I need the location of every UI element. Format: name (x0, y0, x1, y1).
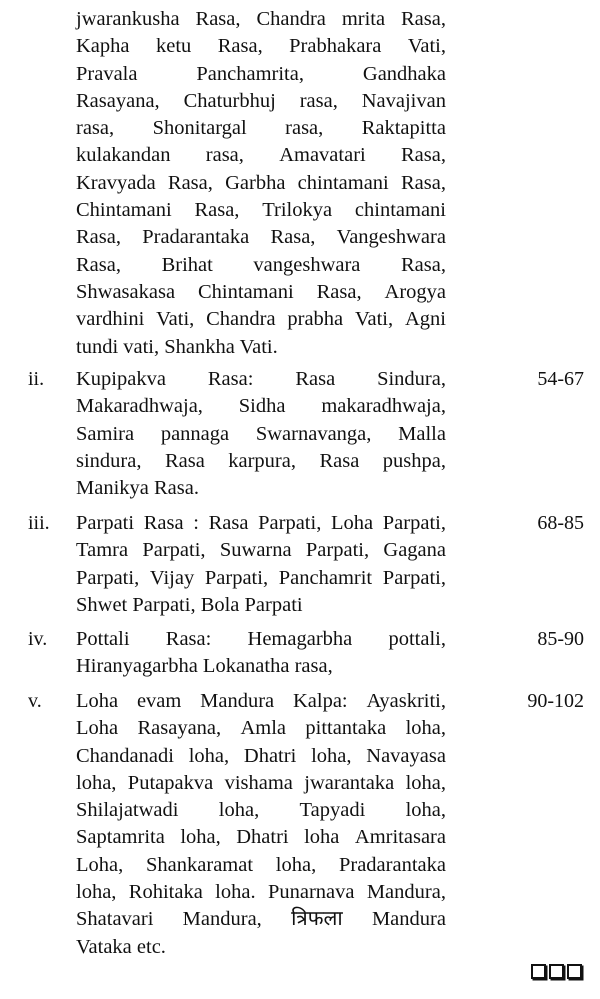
entry-line (76, 565, 446, 592)
entry-number: v. (28, 690, 42, 712)
word: Tamra (76, 539, 129, 562)
word: pannaga (160, 422, 230, 445)
entry-line (76, 6, 446, 33)
word: makaradhwaja, (321, 395, 446, 418)
word: Rasa, (194, 199, 240, 222)
word: Parpati, (142, 539, 206, 562)
entry-line (76, 421, 446, 448)
word: Parpati, (204, 566, 269, 589)
end-of-section-marks (531, 964, 582, 979)
word: Vijay (149, 566, 195, 589)
word: chintamani (297, 171, 389, 194)
word: Parpati, (382, 566, 446, 589)
entry-line (76, 906, 446, 933)
entry-pages: 90-102 (527, 690, 584, 712)
entry-line (76, 824, 446, 851)
end-square-icon (567, 964, 582, 979)
word: rasa, (285, 117, 324, 140)
word: Rasayana, (137, 717, 222, 740)
entry-line: Shwet Parpati, Bola Parpati (76, 593, 303, 616)
word: : (193, 512, 199, 534)
word: Sidha (238, 395, 286, 418)
word: Hemagarbha (247, 628, 353, 650)
entry-line (76, 306, 446, 333)
word: sindura, (76, 449, 142, 472)
entry-line (76, 626, 446, 653)
word: Rasa: (207, 368, 254, 390)
word: loha, (76, 881, 117, 904)
word: Raktapitta (361, 117, 446, 140)
word: Shatavari (76, 908, 154, 931)
word: Ayaskriti, (366, 690, 446, 712)
word: Pottali (76, 628, 130, 650)
word: loha, (218, 799, 260, 822)
entry-pages: 54-67 (537, 368, 584, 390)
word: Shwasakasa (76, 280, 176, 303)
word: Parpati, (258, 512, 322, 534)
entry-line (76, 770, 446, 797)
word: Rasayana, (76, 89, 160, 112)
word: Rasa, (401, 8, 446, 30)
entry-line (76, 688, 446, 715)
word: Loha (330, 512, 374, 534)
word: Rasa (164, 449, 205, 472)
word: prabha (287, 308, 344, 331)
entry-text (76, 510, 446, 619)
word: Rasa: (165, 628, 212, 650)
word: Rasa, (195, 8, 241, 30)
entry-line (76, 88, 446, 115)
word: Punarnava (267, 881, 355, 904)
word: loha, (76, 771, 117, 794)
word: Vati, (407, 35, 446, 58)
word: vangeshwara (253, 253, 361, 276)
word: Chintamani (76, 199, 172, 222)
word: loha, (180, 826, 221, 849)
word: Saptamrita (76, 826, 165, 849)
word: Brihat (161, 253, 213, 276)
entry-line: Hiranyagarbha Lokanatha rasa, (76, 655, 333, 678)
word: loha, (405, 771, 446, 794)
word: Vangeshwara (336, 226, 446, 249)
word: Gandhaka (362, 62, 446, 85)
word: Vati, (354, 308, 394, 331)
word: Gagana (383, 539, 446, 562)
word: Panchamrita, (196, 62, 304, 85)
word: Mandura, (182, 908, 262, 931)
word: rasa, (205, 144, 244, 167)
word: Rohitaka (128, 881, 203, 904)
word: Sindura, (377, 368, 446, 390)
word: Kapha (76, 35, 130, 58)
entry-line (76, 115, 446, 142)
word: Rasa, (76, 253, 121, 276)
entry-line (76, 197, 446, 224)
word: Mandura, (366, 881, 446, 904)
word: Putapakva (127, 771, 214, 794)
word: loha, (405, 717, 446, 740)
word: Makaradhwaja, (76, 395, 203, 418)
word: Rasa, (217, 35, 263, 58)
entry-pages: 68-85 (537, 512, 584, 534)
word: Loha (76, 690, 119, 712)
word: pushpa, (382, 449, 446, 472)
word: Shilajatwadi (76, 799, 179, 822)
word: Garbha (225, 171, 286, 194)
word: Chandanadi (76, 744, 174, 767)
word: Chandra (256, 8, 326, 30)
word: loha, (405, 799, 446, 822)
entry-text (76, 6, 446, 361)
word: Dhatri (236, 826, 289, 849)
entry-line: Manikya Rasa. (76, 477, 199, 500)
word: jwarankusha (76, 8, 180, 30)
word: Rasa (319, 449, 360, 472)
word: Kravyada (76, 171, 156, 194)
word: Amavatari (279, 144, 366, 167)
entry-line (76, 366, 446, 393)
entry-number: iii. (28, 512, 50, 534)
word: Chandra (206, 308, 276, 331)
word: Amla (240, 717, 287, 740)
word: loha, (311, 744, 352, 767)
word: loha (304, 826, 340, 849)
word: mrita (341, 8, 386, 30)
word: Suwarna (219, 539, 292, 562)
word: Navajivan (361, 89, 446, 112)
word: Pradarantaka (338, 853, 446, 876)
word: Rasa (143, 512, 184, 534)
word: loha, (188, 744, 230, 767)
end-square-icon (549, 964, 564, 979)
word: jwarantaka (304, 771, 395, 794)
word: Rasa, (316, 280, 362, 303)
word: Samira (76, 422, 135, 445)
word: Trilokya (262, 199, 333, 222)
entry-line (76, 170, 446, 197)
entry-line (76, 224, 446, 251)
end-square-icon (531, 964, 546, 979)
entry-number: ii. (28, 368, 45, 390)
word: Mandura (371, 908, 446, 931)
word: Chaturbhuj (183, 89, 276, 112)
word: chintamani (354, 199, 446, 222)
entry-line: tundi vati, Shankha Vati. (76, 335, 278, 358)
word: Rasa, (401, 144, 446, 167)
word: Rasa (208, 512, 249, 534)
word: Vati, (156, 308, 195, 331)
word: Parpati, (305, 539, 370, 562)
word: vardhini (76, 308, 145, 331)
word: Loha, (76, 853, 124, 876)
word: Kupipakva (76, 368, 166, 390)
word: pottali, (388, 628, 446, 650)
entry-line (76, 33, 446, 60)
entry-line (76, 393, 446, 420)
word: Swarnavanga, (255, 422, 372, 445)
word: Prabhakara (289, 35, 382, 58)
word: Loha (76, 717, 119, 740)
word: Tapyadi (299, 799, 366, 822)
word: Arogya (384, 280, 446, 303)
entry-line (76, 879, 446, 906)
entry-line (76, 279, 446, 306)
word: Rasa, (400, 253, 446, 276)
word: loha. (215, 881, 256, 904)
entry-text (76, 626, 446, 681)
entry-line (76, 715, 446, 742)
word: Chintamani (198, 280, 294, 303)
word: pittantaka (305, 717, 387, 740)
word: evam (136, 690, 182, 712)
entry-pages: 85-90 (537, 628, 584, 650)
word: Rasa, (400, 171, 446, 194)
word: Rasa, (167, 171, 213, 194)
word: rasa, (76, 117, 115, 140)
word: ketu (155, 35, 192, 58)
word: Panchamrit (278, 566, 373, 589)
word: Shankaramat (146, 853, 254, 876)
word: Kalpa: (292, 690, 348, 712)
word: Rasa, (270, 226, 316, 249)
entry-number: iv. (28, 628, 48, 650)
word: Shonitargal (152, 117, 247, 140)
word: Parpati, (76, 566, 140, 589)
word: karpura, (228, 449, 296, 472)
entry-line (76, 852, 446, 879)
word: Agni (404, 308, 446, 331)
word: Dhatri (243, 744, 297, 767)
word: Rasa, (76, 226, 121, 249)
entry-line (76, 510, 446, 537)
entry-line (76, 252, 446, 279)
word: kulakandan (76, 144, 171, 167)
word: Pravala (76, 62, 138, 85)
entry-line (76, 142, 446, 169)
word: Mandura (200, 690, 275, 712)
word: Amritasara (354, 826, 446, 849)
word: loha, (275, 853, 317, 876)
word: त्रिफला (291, 908, 343, 931)
entry-line (76, 743, 446, 770)
entry-text (76, 366, 446, 502)
word: Parpati (76, 512, 135, 534)
word: Malla (398, 422, 446, 445)
entry-line (76, 797, 446, 824)
word: Navayasa (366, 744, 446, 767)
word: vishama (224, 771, 293, 794)
word: Rasa (295, 368, 336, 390)
entry-text (76, 688, 446, 961)
word: rasa, (299, 89, 338, 112)
word: Pradarantaka (142, 226, 250, 249)
entry-line (76, 61, 446, 88)
entry-line (76, 448, 446, 475)
word: Parpati, (382, 512, 446, 534)
entry-line (76, 537, 446, 564)
entry-line: Vataka etc. (76, 935, 166, 958)
